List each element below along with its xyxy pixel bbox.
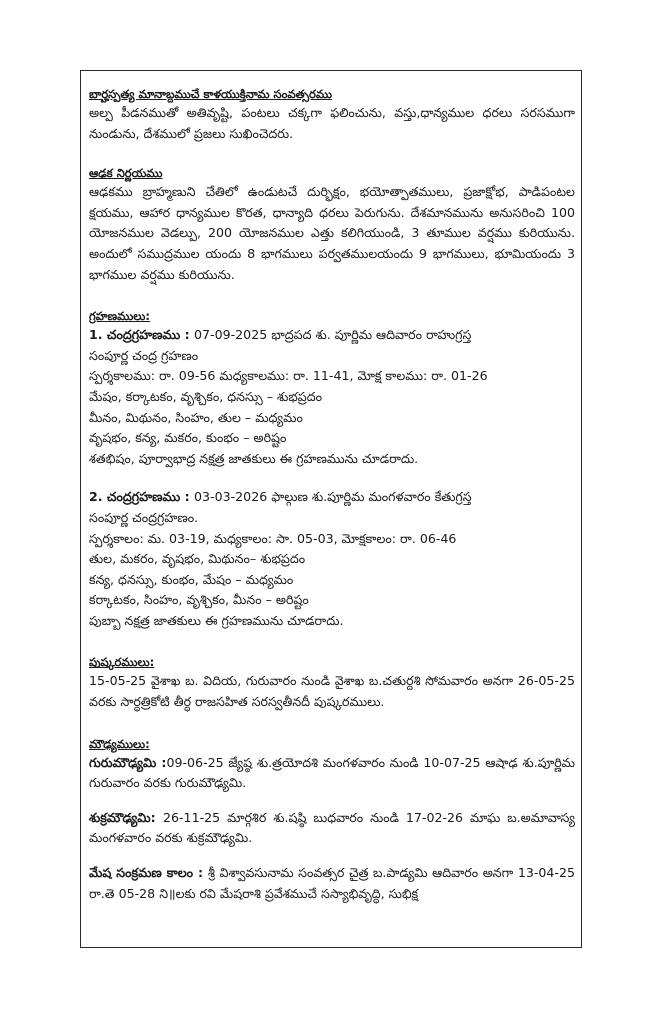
shukra-moudhyam-label: శుక్రమౌఢ్యమి: [89, 809, 163, 825]
eclipse-2 [89, 487, 575, 631]
eclipse-1-adverse: వృషభం, కన్య, మకరం, కుంభం – అరిష్టం [89, 430, 287, 446]
eclipse-2-avoid: పుబ్బా నక్షత్ర జాతకులు ఈ గ్రహణమును చూడరాదు. [89, 612, 344, 628]
eclipse-2-date: 03-03-2026 ఫాల్గుణ శు.పూర్ణిమ మంగళవారం కేతుగ్రస్త [194, 489, 472, 505]
year-text: అల్ప పీడనముతో అతివృష్టి, పంటలు చక్కగా ఫలించును, వస్తు,ధాన్యముల ధరలు సరసముగా నుండును, దేశములో ప్రజలు సుఖించెదరు. [89, 105, 575, 141]
mesha-sankramana-label: మేష సంక్రమణ కాలం : [89, 865, 208, 881]
year-section [89, 85, 575, 144]
eclipse-2-date-line [89, 487, 575, 508]
eclipse-1-title: 1. చంద్రగ్రహణము : [89, 327, 195, 343]
shukra-moudhyam-text: 26-11-25 మార్గశిర శు.షష్ఠి బుధవారం నుండి 17-02-26 మాఘ బ.అమావాస్య మంగళవారం వరకు శుక్రమౌఢ్యమి. [89, 809, 575, 846]
eclipses-section [89, 307, 575, 631]
eclipse-1 [89, 325, 575, 469]
eclipse-1-auspicious: మేషం, కర్కాటకం, వృశ్చికం, ధనస్సు – శుభప్రదం [89, 388, 322, 404]
eclipses-heading: గ్రహణములు: [89, 309, 150, 324]
eclipse-2-title: 2. చంద్రగ్రహణము : [89, 489, 195, 505]
eclipse-2-adverse: కర్కాటకం, సింహం, వృశ్చికం, మీనం – అరిష్టం [89, 592, 309, 608]
moudhyam-heading: మౌఢ్యములు: [89, 736, 150, 751]
mesha-sankramana-text: శ్రీ విశ్వావసునామ సంవత్సర చైత్ర బ.పాడ్యమి ఆదివారం అనగా 13-04-25 రా.తె 05-28 ని॥లకు రవి మేషరాశి ప్రవేశముచే సస్యాభివృద్ధి, సుభిక్ష [89, 865, 576, 901]
eclipse-1-date: 07-09-2025 భాద్రపద శు. పూర్ణిమ ఆదివారం రాహుగ్రస్త [194, 327, 472, 343]
page-content [89, 85, 575, 904]
eclipse-2-timings: స్పర్శకాలం: మ. 03-19, మధ్యకాలం: సా. 05-03, మోక్షకాలం: రా. 06-46 [89, 530, 457, 546]
eclipse-2-auspicious: తుల, మకరం, వృషభం, మిథునం– శుభప్రదం [89, 551, 306, 567]
eclipse-1-moderate: మీనం, మిథునం, సింహం, తుల – మధ్యమం [89, 409, 303, 425]
adhaka-text: ఆఢకము బ్రాహ్మణుని చేతిలో ఉండుటచే దుర్భిక్షం, భయోత్పాతములు, ప్రజాక్షోభ, పాడిపంటల క్షయము, ఆహార ధాన్యముల కొరత, ధాన్యాది ధరలు పెరుగును. దేశమానమును అనుసరించి 100 యోజనముల వెడల్పు, 200 యోజనముల ఎత్తు కలిగియుండి, 3 తూముల వర్షము కురియును. అందులో సముద్రముల యందు 8 భాగములు పర్వతములయందు 9 భాగములు, భూమియందు 3 భాగముల వర్షము కురియును. [89, 184, 575, 282]
guru-moudhyam [89, 753, 575, 794]
eclipse-1-date-line [89, 325, 575, 346]
adhaka-section [89, 164, 575, 285]
eclipse-1-avoid: శతభిషం, పూర్వాభాద్ర నక్షత్ర జాతకులు ఈ గ్రహణమును చూడరాదు. [89, 450, 419, 466]
pushkaram-text: 15-05-25 వైశాఖ బ. విదియ, గురువారం నుండి వైశాఖ బ.చతుర్దశి సోమవారం అనగా 26-05-25 వరకు సార్ధత్రికోటి తీర్ధ రాజసహిత సరస్వతీనదీ పుష్కరములు. [89, 673, 575, 710]
eclipse-1-type: సంపూర్ణ చంద్ర గ్రహణం [89, 347, 199, 363]
guru-moudhyam-text: 09-06-25 జ్యేష్ఠ శు.త్రయోదశి మంగళవారం నుండి 10-07-25 ఆషాఢ శు.పూర్ణిమ గురువారం వరకు గురుమౌఢ్యమి. [89, 754, 575, 791]
moudhyam-section [89, 735, 575, 849]
eclipse-1-timings: స్పర్శకాలము: రా. 09-56 మధ్యకాలము: రా. 11-41, మోక్ష కాలము: రా. 01-26 [89, 368, 488, 384]
pushkaram-section [89, 653, 575, 712]
eclipse-2-moderate: కన్య, ధనస్సు, కుంభం, మేషం – మధ్యమం [89, 571, 294, 587]
pushkaram-heading: పుష్కరములు: [89, 655, 155, 670]
year-heading: బార్హస్పత్య మానాబ్దముచే కాళయుక్తినామ సంవత్సరము [89, 87, 332, 101]
eclipse-2-type: సంపూర్ణ చంద్రగ్రహణం. [89, 509, 199, 525]
adhaka-heading: ఆఢక నిర్ణయము [89, 166, 163, 181]
almanac-page [80, 70, 582, 948]
shukra-moudhyam [89, 808, 575, 849]
mesha-sankramana [89, 863, 575, 904]
guru-moudhyam-label: గురుమౌఢ్యమి : [89, 754, 167, 770]
